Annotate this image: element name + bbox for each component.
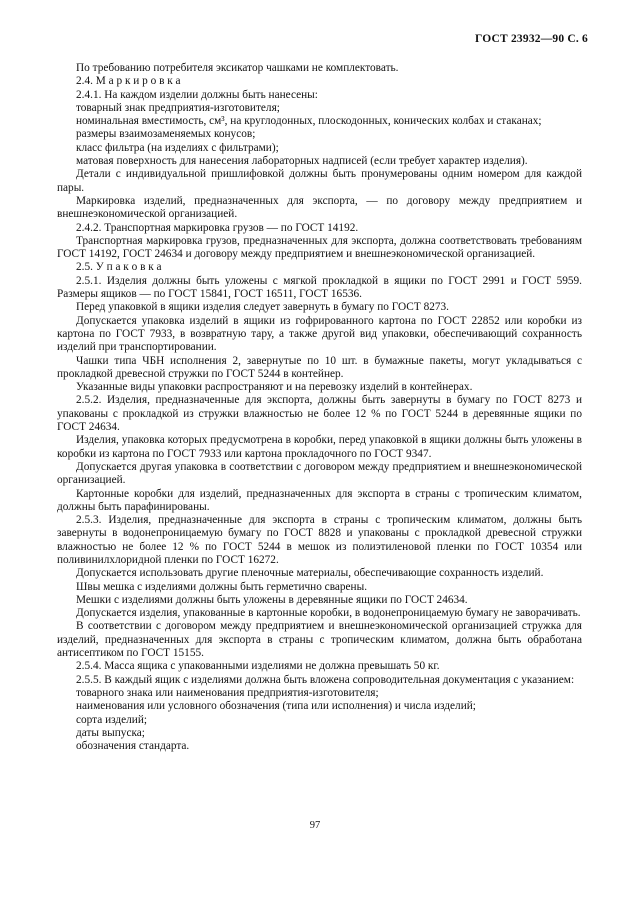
paragraph: 2.5.4. Масса ящика с упакованными изделиями не должна превышать 50 кг. <box>76 660 440 673</box>
paragraph: Допускается изделия, упакованные в картонные коробки, в водонепроницаемую бумагу не заворачивать. <box>76 607 581 620</box>
paragraph: товарный знак предприятия-изготовителя; <box>76 101 280 114</box>
paragraph: В соответствии с договором между предприятием и внешнеэкономической организацией стружка для изделий, предназначенных для экспорта в страны с тропическим климатом, должна быть обработана антисептиком по ГОСТ 15155. <box>57 620 582 660</box>
page-header: ГОСТ 23932—90 С. 6 <box>475 33 588 45</box>
paragraph: Перед упаковкой в ящики изделия следует завернуть в бумагу по ГОСТ 8273. <box>76 301 449 314</box>
paragraph: Чашки типа ЧБН исполнения 2, завернутые по 10 шт. в бумажные пакеты, могут укладываться с прокладкой древесной стружки по ГОСТ 5244 в контейнер. <box>57 354 582 380</box>
section-heading-packaging: 2.5. У п а к о в к а <box>76 261 162 274</box>
page-number: 97 <box>309 820 321 831</box>
paragraph: Указанные виды упаковки распространяют и на перевозку изделий в контейнерах. <box>76 381 473 394</box>
paragraph: 2.5.2. Изделия, предназначенные для экспорта, должны быть завернуты в бумагу по ГОСТ 8273 и упакованы с прокладкой из стружки влажностью не более 12 % по ГОСТ 5244 в деревянные ящики по ГОСТ 24634. <box>57 394 582 434</box>
paragraph: Детали с индивидуальной пришлифовкой должны быть пронумерованы одним номером для каждой пары. <box>57 168 582 194</box>
paragraph: 2.4.1. На каждом изделии должны быть нанесены: <box>76 88 318 101</box>
paragraph: номинальная вместимость, см³, на круглодонных, плоскодонных, конических колбах и стаканах; <box>76 115 542 128</box>
paragraph: Мешки с изделиями должны быть уложены в деревянные ящики по ГОСТ 24634. <box>76 593 468 606</box>
paragraph: Транспортная маркировка грузов, предназначенных для экспорта, должна соответствовать требованиям ГОСТ 14192, ГОСТ 24634 и договору между предприятием и внешнеэкономической организацией. <box>57 234 582 261</box>
paragraph: 2.4.2. Транспортная маркировка грузов — по ГОСТ 14192. <box>76 221 359 234</box>
paragraph: Маркировка изделий, предназначенных для экспорта, — по договору между предприятием и внешнеэкономической организацией. <box>57 194 582 221</box>
paragraph: даты выпуска; <box>76 726 145 739</box>
section-heading-marking: 2.4. М а р к и р о в к а <box>76 75 181 88</box>
paragraph: обозначения стандарта. <box>76 740 190 753</box>
paragraph: матовая поверхность для нанесения лабораторных надписей (если требует характер изделия). <box>76 155 528 168</box>
paragraph: Допускается использовать другие пленочные материалы, обеспечивающие сохранность изделий. <box>76 567 544 580</box>
paragraph: 2.5.5. В каждый ящик с изделиями должна быть вложена сопроводительная документация с указанием: <box>76 673 575 686</box>
paragraph: класс фильтра (на изделиях с фильтрами); <box>76 141 279 154</box>
paragraph: Картонные коробки для изделий, предназначенных для экспорта в страны с тропическим климатом, должны быть парафинированы. <box>57 487 582 513</box>
body-text <box>57 62 582 753</box>
paragraph: размеры взаимозаменяемых конусов; <box>76 128 256 141</box>
paragraph: 2.5.3. Изделия, предназначенные для экспорта в страны с тропическим климатом, должны быть завернуты в водонепроницаемую бумагу по ГОСТ 8828 и упакованы с прокладкой древесной стружки влажностью не более 12 % по ГОСТ 5244 в мешок из полиэтиленовой пленки по ГОСТ 10354 или поливинилхлоридной пленки по ГОСТ 16272. <box>57 514 582 566</box>
paragraph: 2.5.1. Изделия должны быть уложены с мягкой прокладкой в ящики по ГОСТ 2991 и ГОСТ 5959. Размеры ящиков — по ГОСТ 15841, ГОСТ 16511, ГОСТ 16536. <box>57 274 582 301</box>
paragraph: Допускается упаковка изделий в ящики из гофрированного картона по ГОСТ 22852 или коробки из картона по ГОСТ 7933, в возвратную тару, а также другой вид упаковки, обеспечивающий сохранность изделий при транспортировании. <box>57 314 582 354</box>
paragraph: Изделия, упаковка которых предусмотрена в коробки, перед упаковкой в ящики должны быть уложены в коробки из картона по ГОСТ 7933 или картона прокладочного по ГОСТ 9347. <box>57 434 582 460</box>
paragraph: сорта изделий; <box>76 713 148 726</box>
paragraph: наименования или условного обозначения (типа или исполнения) и числа изделий; <box>76 700 476 713</box>
paragraph: товарного знака или наименования предприятия-изготовителя; <box>76 686 379 699</box>
paragraph: По требованию потребителя эксикатор чашками не комплектовать. <box>76 62 399 74</box>
paragraph: Допускается другая упаковка в соответствии с договором между предприятием и внешнеэкономической организацией. <box>57 460 582 487</box>
paragraph: Швы мешка с изделиями должны быть герметично сварены. <box>76 580 368 593</box>
